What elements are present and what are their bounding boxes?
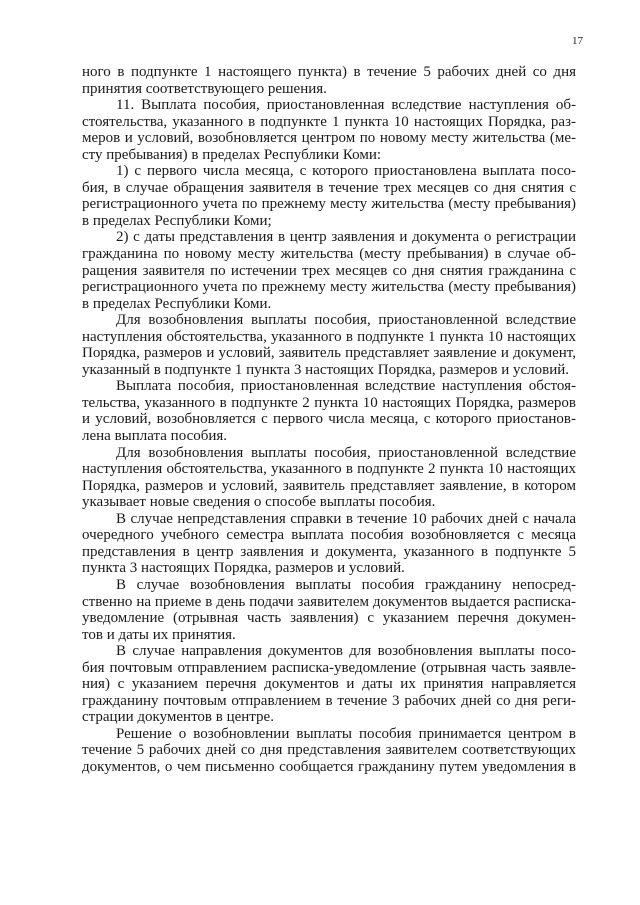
text-line: бия почтовым отправлением расписка-уведомление (отрывная часть заявле-	[82, 659, 576, 676]
text-line: В случае направления документов для возобновления выплаты посо-	[116, 643, 576, 660]
text-line: пункта 3 настоящих Порядка, размеров и условий.	[82, 560, 405, 577]
text-line: сту пребывания) в пределах Республики Коми:	[82, 146, 382, 163]
document-body	[82, 64, 576, 776]
text-line: документов, о чем письменно сообщается гражданину путем уведомления в	[82, 758, 576, 775]
text-line: тов и даты их принятия.	[82, 626, 236, 643]
text-line: указывает новые сведения о способе выплаты пособия.	[82, 494, 436, 511]
text-line: В случае возобновления выплаты пособия гражданину непосред-	[116, 576, 576, 593]
text-line: 11. Выплата пособия, приостановленная вследствие наступления об-	[116, 97, 576, 114]
text-line: ного в подпункте 1 настоящего пункта) в течение 5 рабочих дней со дня	[82, 64, 576, 80]
text-line: 2) с даты представления в центр заявления и документа о регистрации	[116, 229, 576, 246]
page-number: 17	[572, 35, 583, 47]
text-line: в пределах Республики Коми.	[82, 295, 272, 312]
text-line: регистрационного учета по прежнему месту жительства (месту пребывания)	[82, 196, 576, 213]
text-line: В случае непредставления справки в течение 10 рабочих дней с начала	[116, 510, 576, 527]
text-line: очередного учебного семестра выплата пособия возобновляется с месяца	[82, 527, 576, 544]
text-line: ния) с указанием перечня документов и даты их принятия направляется	[82, 676, 576, 693]
text-line: Для возобновления выплаты пособия, приостановленной вследствие	[116, 444, 576, 461]
text-line: представления в центр заявления и документа, указанного в подпункте 5	[82, 543, 576, 560]
text-line: наступления обстоятельства, указанного в подпункте 1 пункта 10 настоящих	[82, 328, 576, 345]
text-line: регистрационного учета по прежнему месту жительства (месту пребывания)	[82, 279, 576, 296]
text-line: Порядка, размеров и условий, заявитель представляет заявление и документ,	[82, 345, 576, 362]
text-line: страции документов в центре.	[82, 709, 274, 726]
text-line: Для возобновления выплаты пособия, приостановленной вследствие	[116, 312, 576, 329]
text-line: лена выплата пособия.	[82, 428, 228, 445]
text-line: течение 5 рабочих дней со дня представления заявителем соответствующих	[82, 742, 576, 759]
text-line: указанный в подпункте 1 пункта 3 настоящих Порядка, размеров и условий.	[82, 361, 570, 378]
text-line: гражданина по новому месту жительства (месту пребывания) в случае об-	[82, 246, 576, 263]
text-line: принятия соответствующего решения.	[82, 80, 327, 97]
text-line: 1) с первого числа месяца, с которого приостановлена выплата посо-	[116, 163, 576, 180]
text-line: ственно на приеме в день подачи заявителем документов выдается расписка-	[82, 593, 576, 610]
text-line: бия, в случае обращения заявителя в течение трех месяцев со дня снятия с	[82, 179, 576, 196]
text-line: меров и условий, возобновляется центром по новому месту жительства (ме-	[82, 130, 576, 147]
text-line: Выплата пособия, приостановленная вследствие наступления обстоя-	[116, 378, 576, 395]
text-line: ращения заявителя по истечении трех месяцев со дня снятия гражданина с	[82, 262, 576, 279]
text-line: тельства, указанного в подпункте 2 пункта 10 настоящих Порядка, размеров	[82, 394, 576, 411]
text-line: гражданину почтовым отправлением в течение 3 рабочих дней со дня реги-	[82, 692, 576, 709]
text-line: наступления обстоятельства, указанного в подпункте 2 пункта 10 настоящих	[82, 461, 576, 478]
text-line: уведомление (отрывная часть заявления) с указанием перечня докумен-	[82, 610, 576, 627]
text-line: в пределах Республики Коми;	[82, 212, 272, 229]
text-line: стоятельства, указанного в подпункте 1 пункта 10 настоящих Порядка, раз-	[82, 113, 576, 130]
text-line: Порядка, размеров и условий, заявитель представляет заявление, в котором	[82, 477, 576, 494]
text-line: Решение о возобновлении выплаты пособия принимается центром в	[116, 725, 576, 742]
text-line: и условий, возобновляется с первого числа месяца, с которого приостанов-	[82, 411, 576, 428]
